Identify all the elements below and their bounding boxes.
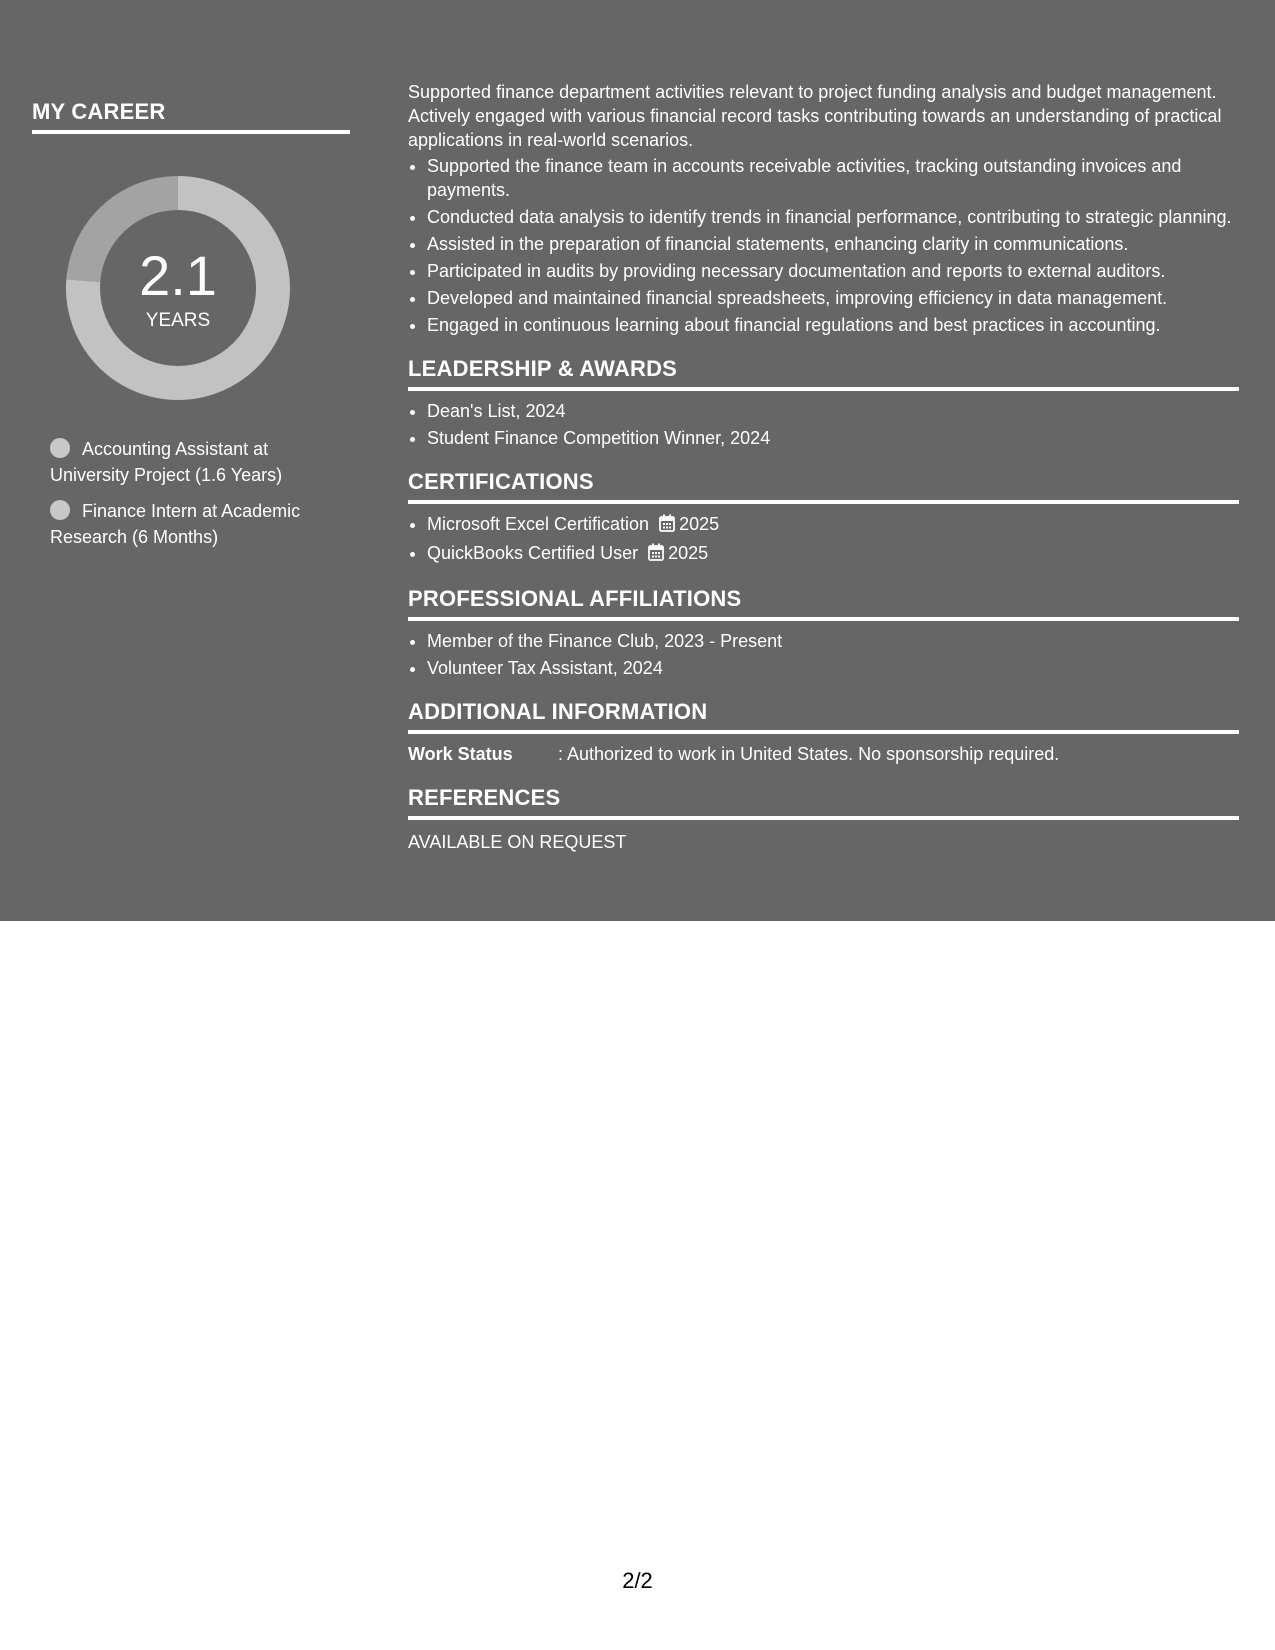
certification-year: 2025 (679, 514, 720, 534)
career-legend-item (50, 498, 350, 550)
leadership-section (408, 355, 1239, 450)
experience-summary: Supported finance department activities relevant to project funding analysis and budget management. Actively engaged with various financial record tasks contributing towards an understanding of practical applications in real-world scenarios. (408, 82, 1222, 150)
references-title: REFERENCES (408, 784, 1239, 820)
career-donut-chart (66, 176, 290, 400)
experience-bullet: • Assisted in the preparation of financial statements, enhancing clarity in communications. (427, 232, 1239, 256)
career-total-value: 2.1 (139, 244, 217, 307)
experience-bullet: • Developed and maintained financial spreadsheets, improving efficiency in data management. (427, 286, 1239, 310)
career-legend-label: Finance Intern at Academic Research (6 Months) (50, 501, 301, 547)
experience-bullet: • Participated in audits by providing necessary documentation and reports to external auditors. (427, 259, 1239, 283)
experience-bullet: • Supported the finance team in accounts receivable activities, tracking outstanding invoices and payments. (427, 154, 1239, 202)
calendar-icon (648, 543, 664, 567)
certification-item (427, 512, 1239, 538)
career-section-title: MY CAREER (32, 98, 350, 134)
page-number: 2/2 (622, 1568, 653, 1593)
leadership-item: • Student Finance Competition Winner, 2024 (427, 426, 1239, 450)
experience-bullet: • Engaged in continuous learning about financial regulations and best practices in accounting. (427, 313, 1239, 337)
main-column (408, 80, 1239, 854)
career-legend (50, 436, 350, 560)
experience-bullet: • Conducted data analysis to identify trends in financial performance, contributing to strategic planning. (427, 205, 1239, 229)
certifications-title: CERTIFICATIONS (408, 468, 1239, 504)
work-status-row (408, 742, 1239, 766)
legend-dot-icon (50, 438, 70, 458)
affiliation-item: • Volunteer Tax Assistant, 2024 (427, 656, 1239, 680)
calendar-icon (659, 514, 675, 538)
certification-name: QuickBooks Certified User (427, 543, 639, 563)
career-column (32, 98, 352, 547)
career-legend-item (50, 436, 350, 488)
career-legend-label: Accounting Assistant at University Project (1.6 Years) (50, 439, 283, 485)
certification-year: 2025 (668, 543, 709, 563)
certification-name: Microsoft Excel Certification (427, 514, 650, 534)
references-text: AVAILABLE ON REQUEST (408, 832, 627, 852)
references-section (408, 784, 1239, 854)
affiliation-item: • Member of the Finance Club, 2023 - Present (427, 629, 1239, 653)
legend-dot-icon (50, 500, 70, 520)
affiliations-section (408, 585, 1239, 680)
certifications-section (408, 468, 1239, 567)
additional-info-title: ADDITIONAL INFORMATION (408, 698, 1239, 734)
affiliations-title: PROFESSIONAL AFFILIATIONS (408, 585, 1239, 621)
experience-bullets (408, 154, 1239, 337)
work-status-value: : Authorized to work in United States. No sponsorship required. (558, 744, 1060, 764)
career-total-unit: YEARS (145, 310, 211, 331)
additional-info-section (408, 698, 1239, 766)
work-status-label: Work Status (408, 744, 513, 764)
certification-item (427, 541, 1239, 567)
leadership-item: • Dean's List, 2024 (427, 399, 1239, 423)
leadership-title: LEADERSHIP & AWARDS (408, 355, 1239, 391)
